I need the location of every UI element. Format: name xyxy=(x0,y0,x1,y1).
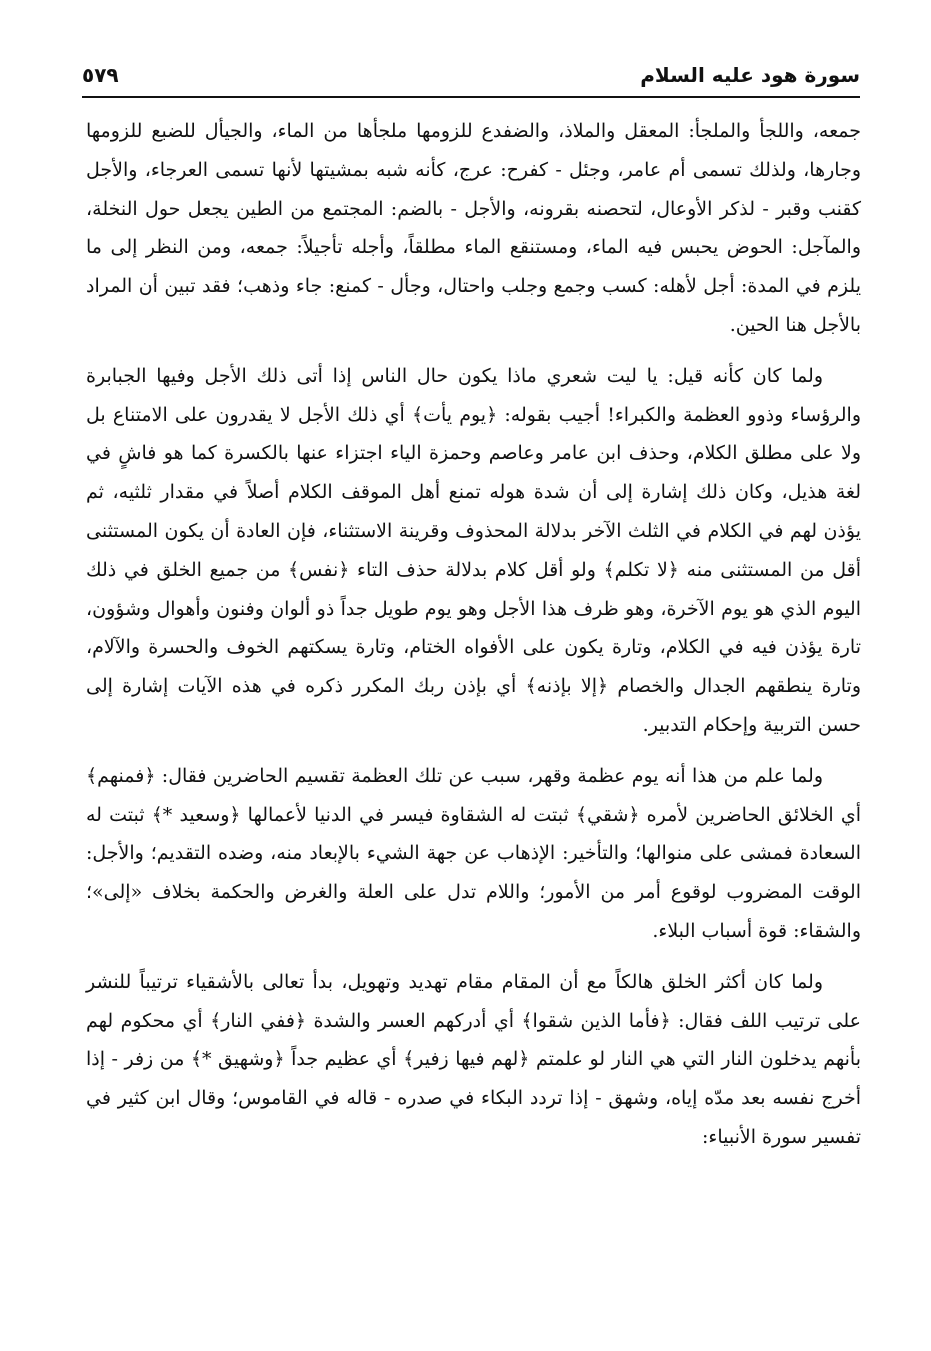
body-text xyxy=(86,112,861,1169)
surah-title: سورة هود عليه السلام xyxy=(640,63,860,87)
paragraph-2: ولما كان كأنه قيل: يا ليت شعري ماذا يكون حال الناس إذا أتى ذلك الأجل وفيها الجبابرة والرؤساء وذوو العظمة والكبراء! أجيب بقوله: ﴿يوم يأت﴾ أي ذلك الأجل لا يقدرون على الامتناع بل ولا على مطلق الكلام، وحذف ابن عامر وعاصم وحمزة الياء اجتزاء عنها بالكسرة كما هو فاشٍ في لغة هذيل، وكان ذلك إشارة إلى أن شدة هوله تمنع أهل الموقف الكلام أصلاً في مقدار ثلثيه، ثم يؤذن لهم في الكلام في الثلث الآخر بدلالة المحذوف وقرينة الاستثناء، فإن العادة أن يكون المستثنى أقل من المستثنى منه ﴿لا تكلم﴾ ولو أقل كلام بدلالة حذف التاء ﴿نفس﴾ من جميع الخلق في ذلك اليوم الذي هو يوم الآخرة، وهو ظرف هذا الأجل وهو يوم طويل جداً ذو ألوان وفنون وأهوال وشؤون، تارة يؤذن فيه في الكلام، وتارة يكون على الأفواه الختام، وتارة يسكتهم الخوف والحسرة والآلام، وتارة ينطقهم الجدال والخصام ﴿إلا بإذنه﴾ أي بإذن ربك المكرر ذكره في هذه الآيات إشارة إلى حسن التربية وإحكام التدبير. xyxy=(86,364,862,736)
header-divider xyxy=(82,96,860,98)
paragraph-4: ولما كان أكثر الخلق هالكاً مع أن المقام مقام تهديد وتهويل، بدأ تعالى بالأشقياء ترتيباً للنشر على ترتيب اللف فقال: ﴿فأما الذين شقوا﴾ أي أدركهم العسر والشدة ﴿ففي النار﴾ أي محكوم لهم بأنهم يدخلون النار التي هي النار لو علمتم ﴿لهم فيها زفير﴾ أي عظيم جداً ﴿وشهيق *﴾ من زفر - إذا أخرج نفسه بعد مدّه إياه، وشهق - إذا تردد البكاء في صدره - قاله في القاموس؛ وقال ابن كثير في تفسير سورة الأنبياء: xyxy=(86,970,861,1148)
paragraph-3: ولما علم من هذا أنه يوم عظمة وقهر، سبب عن تلك العظمة تقسيم الحاضرين فقال: ﴿فمنهم﴾ أي الخلائق الحاضرين لأمره ﴿شقي﴾ ثبتت له الشقاوة فيسر في الدنيا لأعمالها ﴿وسعيد *﴾ ثبتت له السعادة فمشى على منوالها؛ والتأخير: الإذهاب عن جهة الشيء بالإبعاد منه، وضده التقديم؛ والأجل: الوقت المضروب لوقوع أمر من الأمور؛ واللام تدل على العلة والغرض والحكمة بخلاف «إلى»؛ والشقاء: قوة أسباب البلاء. xyxy=(86,764,861,942)
paragraph-1: جمعه، واللجأ والملجأ: المعقل والملاذ، والضفدع للزومها ملجأها من الماء، والجيأل للضبع للزومها وجارها، ولذلك تسمى أم عامر، وجئل - كفرح: عرج، كأنه شبه بمشيتها لأنها تسمى العرجاء، والأجل كقنب وقبر - لذكر الأوعال، لتحصنه بقرونه، والأجل - بالضم: المجتمع من الطين يجعل حول النخلة، والمآجل: الحوض يحبس فيه الماء، ومستنقع الماء مطلقاً، وأجله تأجيلاً: جمعه، ومن النظر إلى ما يلزم في المدة: أجل لأهله: كسب وجمع وجلب واحتال، وجأل - كمنع: جاء وذهب؛ فقد تبين أن المراد بالأجل هنا الحين. xyxy=(86,120,861,336)
page-number: ٥٧٩ xyxy=(82,63,119,87)
running-header xyxy=(82,60,860,96)
